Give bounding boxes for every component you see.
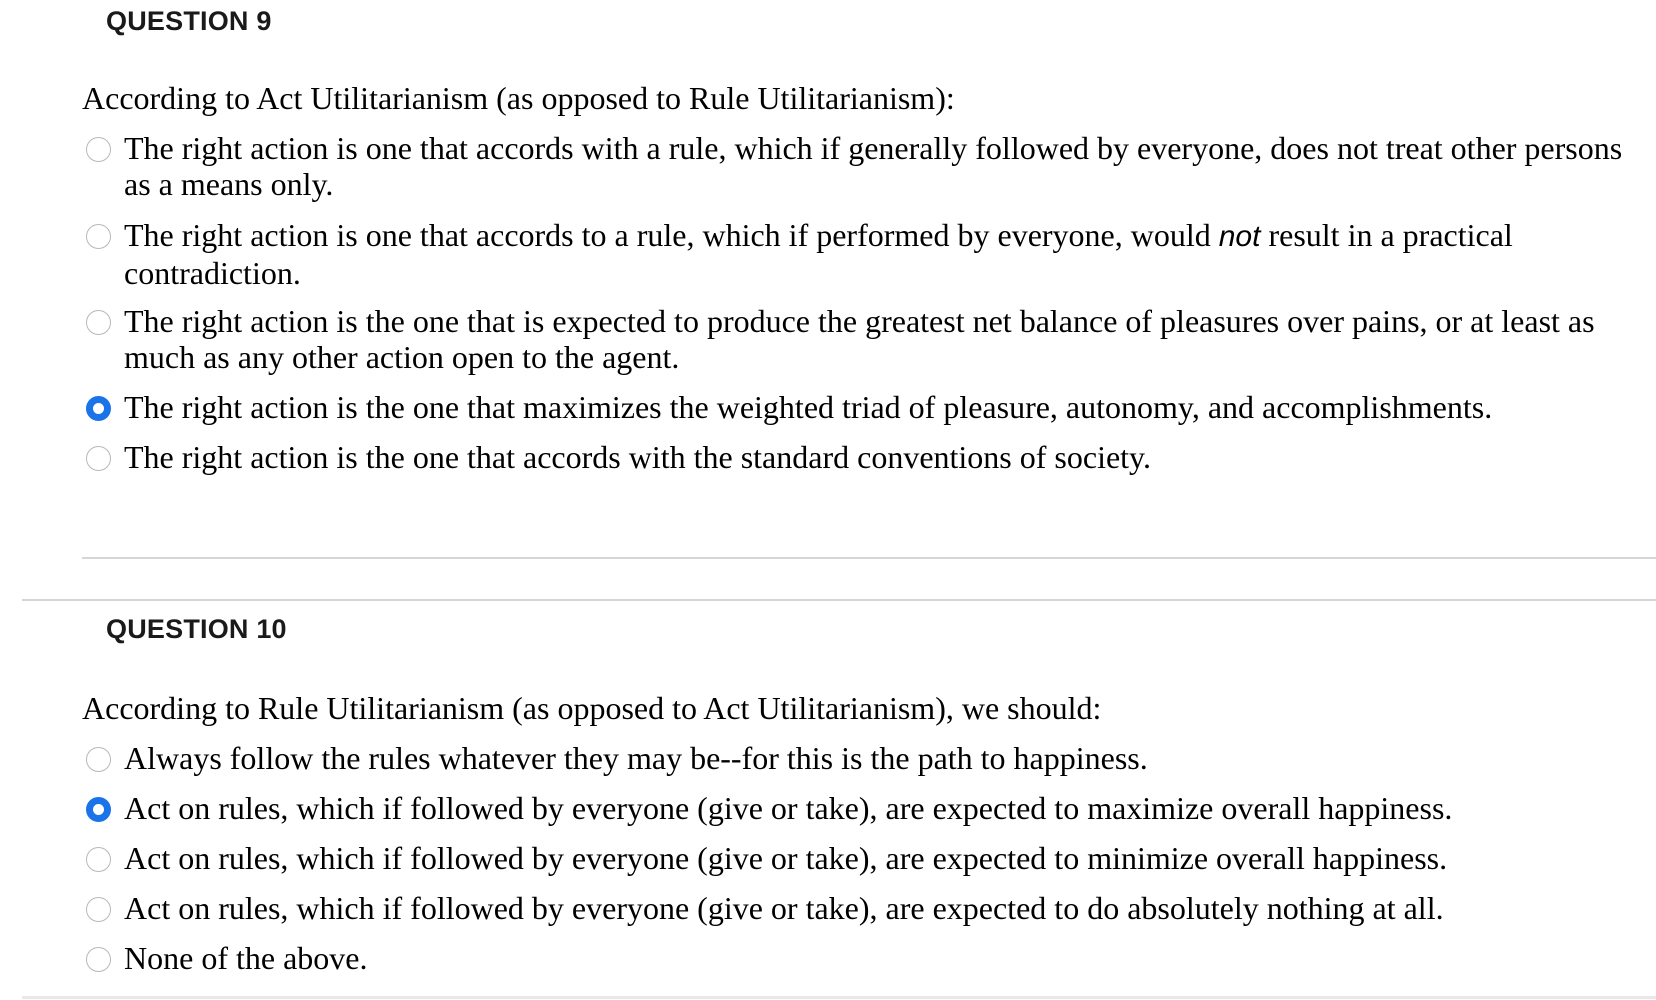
question-10-option-1[interactable] — [86, 740, 1654, 776]
question-10-option-3[interactable] — [86, 840, 1654, 876]
option-label: Always follow the rules whatever they may be--for this is the path to happiness. — [124, 740, 1148, 776]
radio-button[interactable] — [86, 947, 111, 972]
option-label: Act on rules, which if followed by everyone (give or take), are expected to maximize overall happiness. — [124, 790, 1453, 826]
radio-button[interactable] — [86, 310, 111, 335]
question-9-option-4[interactable] — [86, 389, 1654, 425]
question-9-option-5[interactable] — [86, 439, 1654, 475]
radio-button[interactable] — [86, 747, 111, 772]
section-divider — [22, 599, 1656, 601]
radio-button[interactable] — [86, 224, 111, 249]
question-10-option-4[interactable] — [86, 890, 1654, 926]
option-label: The right action is the one that maximizes the weighted triad of pleasure, autonomy, and accomplishments. — [124, 389, 1493, 425]
question-9-prompt: According to Act Utilitarianism (as opposed to Rule Utilitarianism): — [82, 80, 955, 116]
question-9-option-2[interactable] — [86, 217, 1654, 291]
question-9-option-3[interactable] — [86, 303, 1654, 375]
radio-button[interactable] — [86, 897, 111, 922]
radio-button-selected[interactable] — [86, 797, 111, 822]
question-10-prompt: According to Rule Utilitarianism (as opposed to Act Utilitarianism), we should: — [82, 690, 1102, 726]
radio-button[interactable] — [86, 847, 111, 872]
option-label: None of the above. — [124, 940, 368, 976]
option-label: The right action is one that accords with a rule, which if generally followed by everyone, does not treat other persons as a means only. — [124, 130, 1623, 202]
radio-button[interactable] — [86, 137, 111, 162]
question-9-option-1[interactable] — [86, 130, 1654, 202]
option-label-part: result in a practical contradiction. — [124, 217, 1513, 291]
question-10-header: QUESTION 10 — [106, 614, 287, 644]
radio-button-selected[interactable] — [86, 396, 111, 421]
option-label: Act on rules, which if followed by everyone (give or take), are expected to minimize overall happiness. — [124, 840, 1448, 876]
question-10-option-2[interactable] — [86, 790, 1654, 826]
option-label-emphasis: not — [1218, 220, 1261, 253]
option-label: The right action is the one that accords with the standard conventions of society. — [124, 439, 1151, 475]
bottom-divider — [22, 996, 1656, 999]
question-9-divider — [82, 557, 1656, 559]
option-label-part: The right action is one that accords to a rule, which if performed by everyone, would — [124, 217, 1219, 253]
option-label: Act on rules, which if followed by everyone (give or take), are expected to do absolutely nothing at all. — [124, 890, 1444, 926]
question-9-header: QUESTION 9 — [106, 6, 272, 36]
question-10-option-5[interactable] — [86, 940, 1654, 976]
option-label: The right action is the one that is expected to produce the greatest net balance of pleasures over pains, or at least as much as any other action open to the agent. — [124, 303, 1595, 375]
radio-button[interactable] — [86, 446, 111, 471]
option-label — [124, 217, 1654, 291]
